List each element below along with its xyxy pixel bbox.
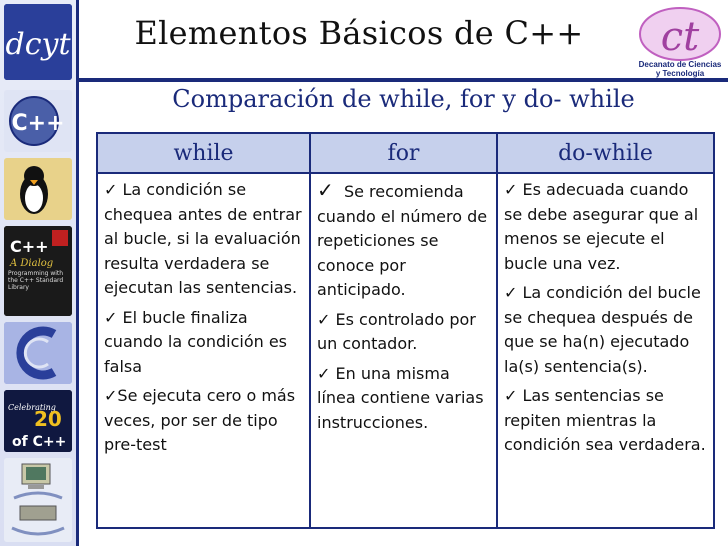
list-item [504,281,707,379]
check-icon: ✓ [104,386,118,405]
header-rule [79,78,728,82]
list-item [504,178,707,276]
cell-do-while [497,173,714,528]
item-text: Se ejecuta cero o más veces, por ser de tipo pre-test [104,386,296,454]
celebrating-tile [4,390,72,452]
check-icon: ✓ [504,283,518,302]
cell-for [310,173,497,528]
check-icon: ✓ [104,180,118,199]
logo-caption [632,60,728,78]
dcyt-logo-icon [4,4,72,80]
celebrating-years: 20 [34,407,62,431]
item-text: La condición se chequea antes de entrar al bucle, si la evaluación resulta verdadera se ejecutan las sentencias. [104,180,302,297]
header-while: while [97,133,310,173]
dcyt-logo-text: dcyt [5,27,71,62]
sidebar [0,0,76,546]
list-item [504,384,707,458]
item-text: Se recomienda cuando el número de repeticiones se conoce por anticipado. [317,182,488,299]
item-text: Es adecuada cuando se debe asegurar que al menos se ejecute el bucle una vez. [504,180,699,273]
page-title: Elementos Básicos de C++ [134,14,584,52]
computers-tile [4,458,72,542]
book-subtitle: A Dialog [10,258,54,269]
book-caption: Programming with the C++ Standard Library [8,270,64,291]
check-icon: ✓ [317,363,331,383]
ct-logo-icon [636,6,724,62]
dcyt-logo-tile [4,4,72,80]
ct-logo-text: ct [660,14,700,60]
table-header-row [97,133,714,173]
book-cover-icon [4,226,72,316]
item-text: Es controlado por un contador. [317,309,476,353]
celebrating-text: Celebrating [8,403,56,412]
header-for: for [310,133,497,173]
logo-caption-line2: y Tecnología [655,69,705,78]
table-row [97,173,714,528]
item-text: La condición del bucle se chequea después de que se ha(n) ejecutado la(s) sentencia(s). [504,283,701,376]
cpp-logo-text: C++ [11,111,65,136]
check-icon: ✓ [104,307,118,327]
list-item [317,178,490,303]
check-icon: ✓ [317,309,331,329]
celebrating-icon [4,390,72,452]
book-title: C++ [10,237,49,256]
cpp-logo-icon [4,90,72,152]
item-text: El bucle finaliza cuando la condición es falsa [104,307,288,376]
header-do-while: do-while [497,133,714,173]
item-text: Las sentencias se repiten mientras la condición sea verdadera. [504,386,706,454]
check-icon: ✓ [317,178,334,202]
check-icon: ✓ [504,180,518,199]
list-item [104,178,303,301]
logo-caption-line1: Decanato de Ciencias [638,60,722,69]
swirl-icon [4,322,72,384]
cell-while [97,173,310,528]
slide-subtitle: Comparación de while, for y do- while [172,85,635,113]
item-text: En una misma línea contiene varias instrucciones. [317,363,484,432]
comparison-table [96,132,715,529]
list-item [317,362,490,436]
book-cover-tile [4,226,72,316]
penguin-icon [4,158,72,220]
computers-icon [4,458,72,542]
list-item [104,306,303,380]
cpp-logo-tile [4,90,72,152]
list-item [317,308,490,357]
list-item [104,384,303,458]
celebrating-lang: of C++ [12,434,67,450]
check-icon: ✓ [504,386,518,405]
swirl-tile [4,322,72,384]
penguin-tile [4,158,72,220]
